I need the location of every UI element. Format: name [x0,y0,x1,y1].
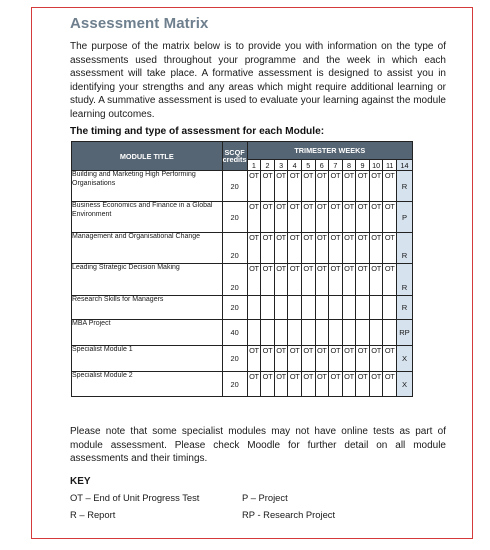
assessment-cell [315,296,329,320]
assessment-cell [274,320,288,346]
matrix-body [72,171,413,397]
assessment-cell: OT [383,202,397,233]
assessment-cell: OT [342,346,356,372]
assessment-cell: OT [301,202,315,233]
assessment-cell: OT [274,171,288,202]
table-row [72,296,413,320]
week-header-cell: 6 [315,160,329,171]
assessment-cell: OT [315,171,329,202]
module-title-cell: Management and Organisational Change [72,233,223,264]
key-title: KEY [70,475,91,487]
assessment-cell: OT [342,171,356,202]
assessment-cell: OT [342,233,356,264]
assessment-cell: OT [356,233,370,264]
table-heading: The timing and type of assessment for each Module: [70,126,325,137]
assessment-cell [356,296,370,320]
assessment-cell: OT [369,264,383,296]
module-title-cell: Leading Strategic Decision Making [72,264,223,296]
assessment-cell: OT [329,346,343,372]
assessment-cell: OT [369,202,383,233]
credits-cell: 20 [222,372,247,397]
assessment-cell: OT [247,233,261,264]
key-item: OT – End of Unit Progress Test [70,491,200,503]
assessment-cell: OT [261,372,275,397]
assessment-cell: OT [383,346,397,372]
week-14-cell: R [396,233,412,264]
week-header-cell: 4 [288,160,302,171]
module-title-cell: Building and Marketing High Performing Organisations [72,171,223,202]
assessment-cell: OT [301,264,315,296]
assessment-cell: OT [329,372,343,397]
assessment-cell: OT [369,372,383,397]
table-row [72,171,413,202]
assessment-cell: OT [261,171,275,202]
assessment-cell: OT [356,346,370,372]
assessment-cell: OT [383,264,397,296]
week-14-cell: P [396,202,412,233]
assessment-cell: OT [315,346,329,372]
assessment-cell: OT [342,202,356,233]
assessment-cell: OT [247,264,261,296]
assessment-cell: OT [261,264,275,296]
assessment-cell: OT [288,346,302,372]
key-item: R – Report [70,508,116,520]
assessment-cell: OT [329,264,343,296]
assessment-cell: OT [356,202,370,233]
assessment-cell: OT [274,264,288,296]
assessment-cell: OT [342,264,356,296]
week-14-cell: X [396,346,412,372]
assessment-cell: OT [261,233,275,264]
document-page [31,7,473,539]
week-header-cell: 9 [356,160,370,171]
assessment-cell: OT [288,233,302,264]
assessment-cell: OT [383,372,397,397]
assessment-cell: OT [342,372,356,397]
assessment-cell: OT [288,202,302,233]
assessment-cell [274,296,288,320]
module-title-cell: Business Economics and Finance in a Global Environment [72,202,223,233]
credits-cell: 20 [222,296,247,320]
credits-cell: 20 [222,346,247,372]
assessment-cell: OT [356,171,370,202]
assessment-cell [288,296,302,320]
assessment-cell [383,320,397,346]
assessment-cell [261,320,275,346]
module-title-cell: MBA Project [72,320,223,346]
assessment-cell [356,320,370,346]
assessment-cell [247,296,261,320]
page-content [70,8,446,520]
assessment-cell [261,296,275,320]
assessment-cell: OT [301,346,315,372]
assessment-cell: OT [301,171,315,202]
week-header-cell: 11 [383,160,397,171]
assessment-cell: OT [247,346,261,372]
table-row [72,233,413,264]
key-legend [70,492,446,520]
assessment-cell: OT [288,264,302,296]
assessment-cell: OT [274,202,288,233]
note-paragraph: Please note that some specialist modules may not have online tests as part of module assessment. Please check Moodle for further detail on all module assessments and their timings. [70,426,446,464]
week-header-cell: 14 [396,160,412,171]
assessment-cell: OT [274,233,288,264]
assessment-cell: OT [261,346,275,372]
assessment-cell [383,296,397,320]
assessment-cell [369,320,383,346]
table-row [72,264,413,296]
assessment-cell: OT [315,202,329,233]
assessment-cell: OT [329,202,343,233]
week-14-cell: R [396,171,412,202]
week-header-cell: 3 [274,160,288,171]
week-header-cell: 1 [247,160,261,171]
table-row [72,346,413,372]
assessment-cell: OT [261,202,275,233]
assessment-cell [247,320,261,346]
intro-paragraph: The purpose of the matrix below is to provide you with information on the type of assessments used throughout your programme and the week in which each assessment will take place. A formative assessment is designed to assist you in identifying your strengths and any areas which might require additional learning or study. A summative assessment is used to evaluate your learning against the module learning outcomes. [70,41,446,120]
assessment-cell: OT [329,171,343,202]
module-title-cell: Research Skills for Managers [72,296,223,320]
assessment-cell: OT [247,372,261,397]
week-header-cell: 10 [369,160,383,171]
assessment-cell: OT [315,372,329,397]
assessment-cell: OT [247,202,261,233]
header-scqf-credits: SCQF credits [222,142,247,171]
key-item: RP - Research Project [242,508,336,520]
assessment-cell [369,296,383,320]
week-14-cell: RP [396,320,412,346]
assessment-cell: OT [288,171,302,202]
header-module-title: MODULE TITLE [72,142,223,171]
assessment-cell [342,296,356,320]
week-14-cell: R [396,296,412,320]
module-title-cell: Specialist Module 2 [72,372,223,397]
credits-cell: 40 [222,320,247,346]
assessment-cell: OT [274,346,288,372]
assessment-cell: OT [301,233,315,264]
credits-cell: 20 [222,171,247,202]
assessment-cell [315,320,329,346]
week-14-cell: X [396,372,412,397]
assessment-matrix-table [71,141,413,397]
week-header-cell: 5 [301,160,315,171]
table-row [72,202,413,233]
assessment-cell [329,320,343,346]
week-header-cell: 8 [342,160,356,171]
assessment-cell: OT [356,264,370,296]
credits-cell: 20 [222,233,247,264]
assessment-cell: OT [369,346,383,372]
assessment-cell: OT [329,233,343,264]
assessment-cell: OT [247,171,261,202]
assessment-cell: OT [288,372,302,397]
assessment-cell [301,320,315,346]
header-trimester-weeks: TRIMESTER WEEKS [247,142,412,160]
assessment-cell [342,320,356,346]
key-item: P – Project [242,491,288,503]
table-row [72,372,413,397]
page-title: Assessment Matrix [70,15,209,32]
table-row [72,320,413,346]
assessment-cell: OT [383,171,397,202]
week-header-cell: 2 [261,160,275,171]
assessment-cell: OT [301,372,315,397]
credits-cell: 20 [222,264,247,296]
assessment-cell: OT [315,264,329,296]
assessment-cell [288,320,302,346]
assessment-cell: OT [369,171,383,202]
assessment-cell [301,296,315,320]
module-title-cell: Specialist Module 1 [72,346,223,372]
assessment-cell: OT [369,233,383,264]
assessment-cell: OT [315,233,329,264]
week-header-cell: 7 [329,160,343,171]
assessment-cell: OT [383,233,397,264]
assessment-cell [329,296,343,320]
assessment-cell: OT [274,372,288,397]
week-14-cell: R [396,264,412,296]
credits-cell: 20 [222,202,247,233]
assessment-cell: OT [356,372,370,397]
